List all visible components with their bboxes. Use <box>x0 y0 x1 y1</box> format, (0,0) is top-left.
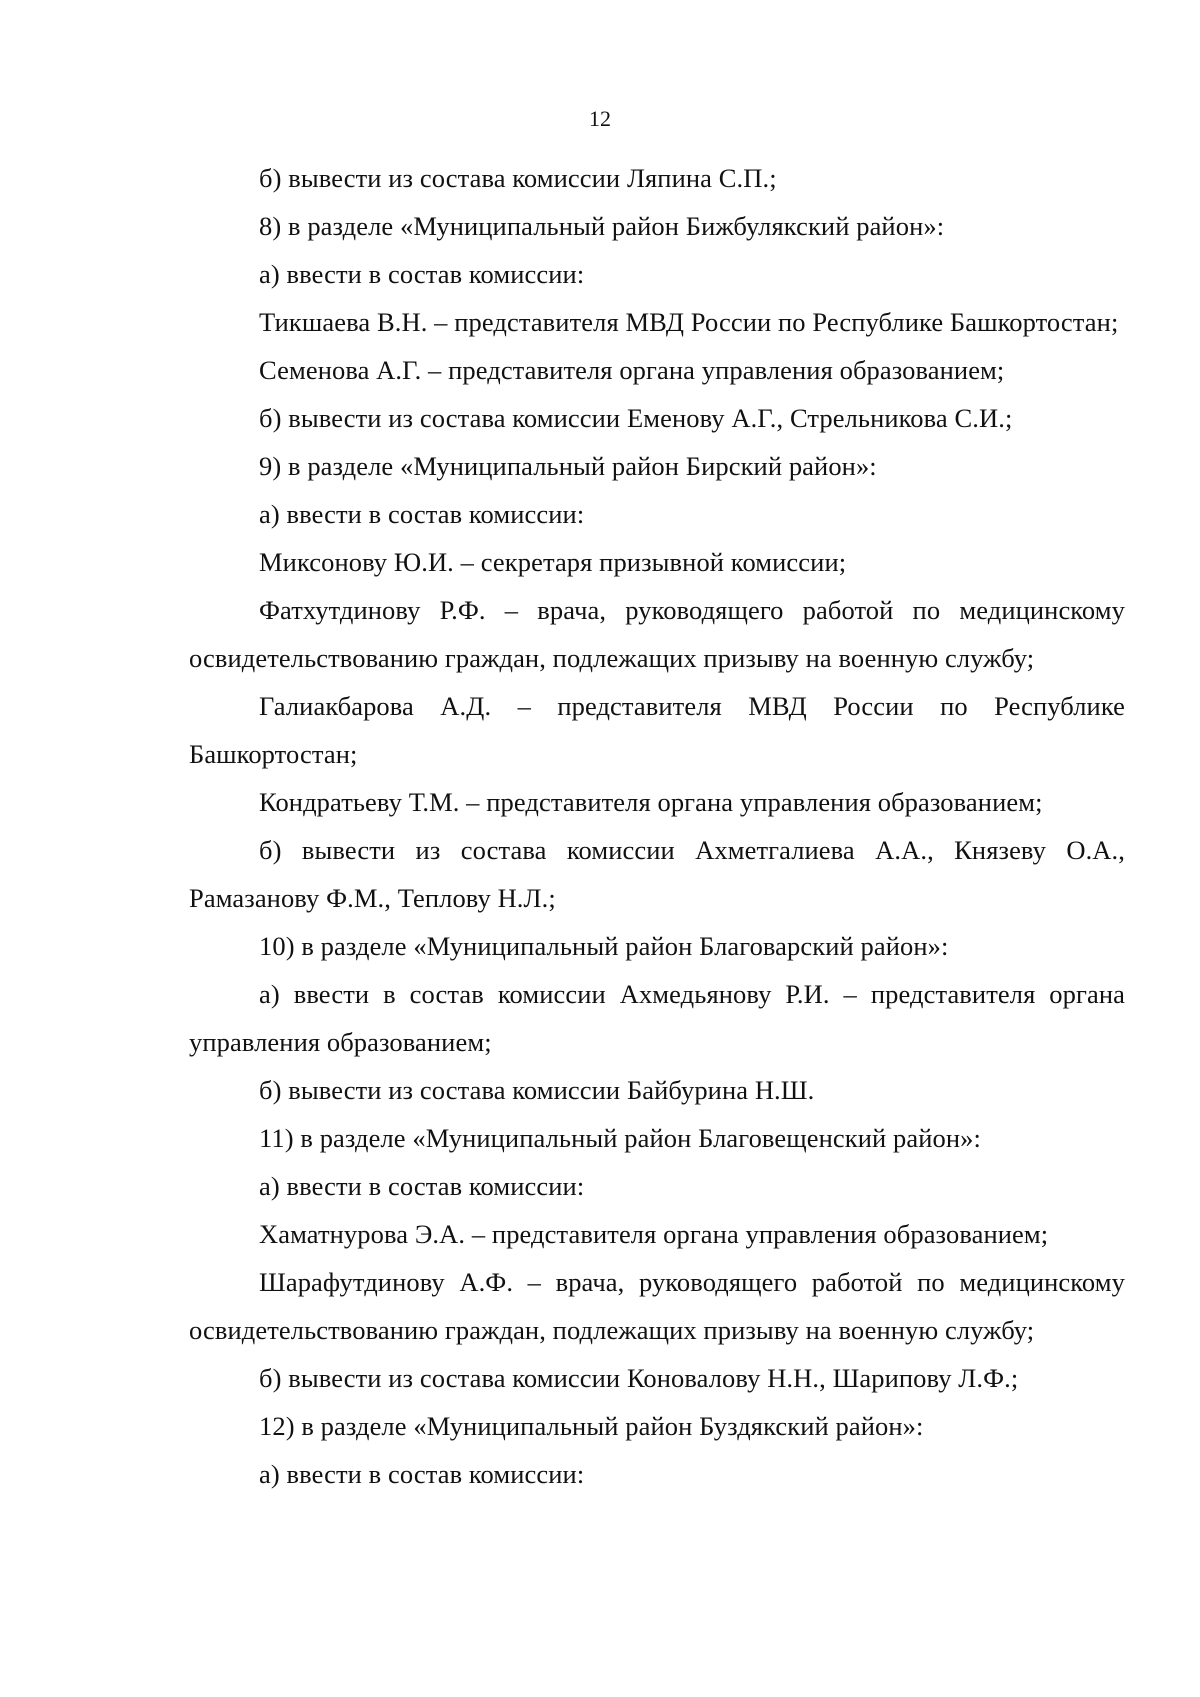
paragraph: б) вывести из состава комиссии Ахметгалиева А.А., Князеву О.А., Рамазанову Ф.М., Теплову Н.Л.; <box>189 835 1125 913</box>
paragraph: а) ввести в состав комиссии: <box>259 1459 585 1489</box>
paragraph: а) ввести в состав комиссии: <box>259 259 585 289</box>
paragraph: Хаматнурова Э.А. – представителя органа управления образованием; <box>259 1219 1049 1249</box>
section-heading: 11) в разделе «Муниципальный район Благовещенский район»: <box>259 1123 981 1153</box>
paragraph: Галиакбарова А.Д. – представителя МВД России по Республике Башкортостан; <box>189 691 1125 769</box>
paragraph: Шарафутдинову А.Ф. – врача, руководящего работой по медицинскому освидетельствованию граждан, подлежащих призыву на военную службу; <box>189 1267 1125 1345</box>
paragraph: а) ввести в состав комиссии: <box>259 1171 585 1201</box>
paragraph: б) вывести из состава комиссии Байбурина Н.Ш. <box>259 1075 815 1105</box>
section-heading: 9) в разделе «Муниципальный район Бирский район»: <box>259 451 877 481</box>
paragraph: а) ввести в состав комиссии Ахмедьянову Р.И. – представителя органа управления образованием; <box>189 979 1125 1057</box>
paragraph: Фатхутдинову Р.Ф. – врача, руководящего работой по медицинскому освидетельствованию граждан, подлежащих призыву на военную службу; <box>189 595 1125 673</box>
paragraph: Миксонову Ю.И. – секретаря призывной комиссии; <box>259 547 847 577</box>
paragraph: б) вывести из состава комиссии Ляпина С.П.; <box>259 163 777 193</box>
document-body <box>189 154 1125 1498</box>
paragraph: Семенова А.Г. – представителя органа управления образованием; <box>259 355 1005 385</box>
paragraph: б) вывести из состава комиссии Еменову А.Г., Стрельникова С.И.; <box>259 403 1013 433</box>
paragraph: Тикшаева В.Н. – представителя МВД России по Республике Башкортостан; <box>259 307 1119 337</box>
page-number: 12 <box>589 106 611 131</box>
section-heading: 8) в разделе «Муниципальный район Бижбулякский район»: <box>259 211 945 241</box>
paragraph: а) ввести в состав комиссии: <box>259 499 585 529</box>
section-heading: 10) в разделе «Муниципальный район Благоварский район»: <box>259 931 949 961</box>
section-heading: 12) в разделе «Муниципальный район Буздякский район»: <box>259 1411 924 1441</box>
paragraph: б) вывести из состава комиссии Коновалову Н.Н., Шарипову Л.Ф.; <box>259 1363 1019 1393</box>
paragraph: Кондратьеву Т.М. – представителя органа управления образованием; <box>259 787 1043 817</box>
